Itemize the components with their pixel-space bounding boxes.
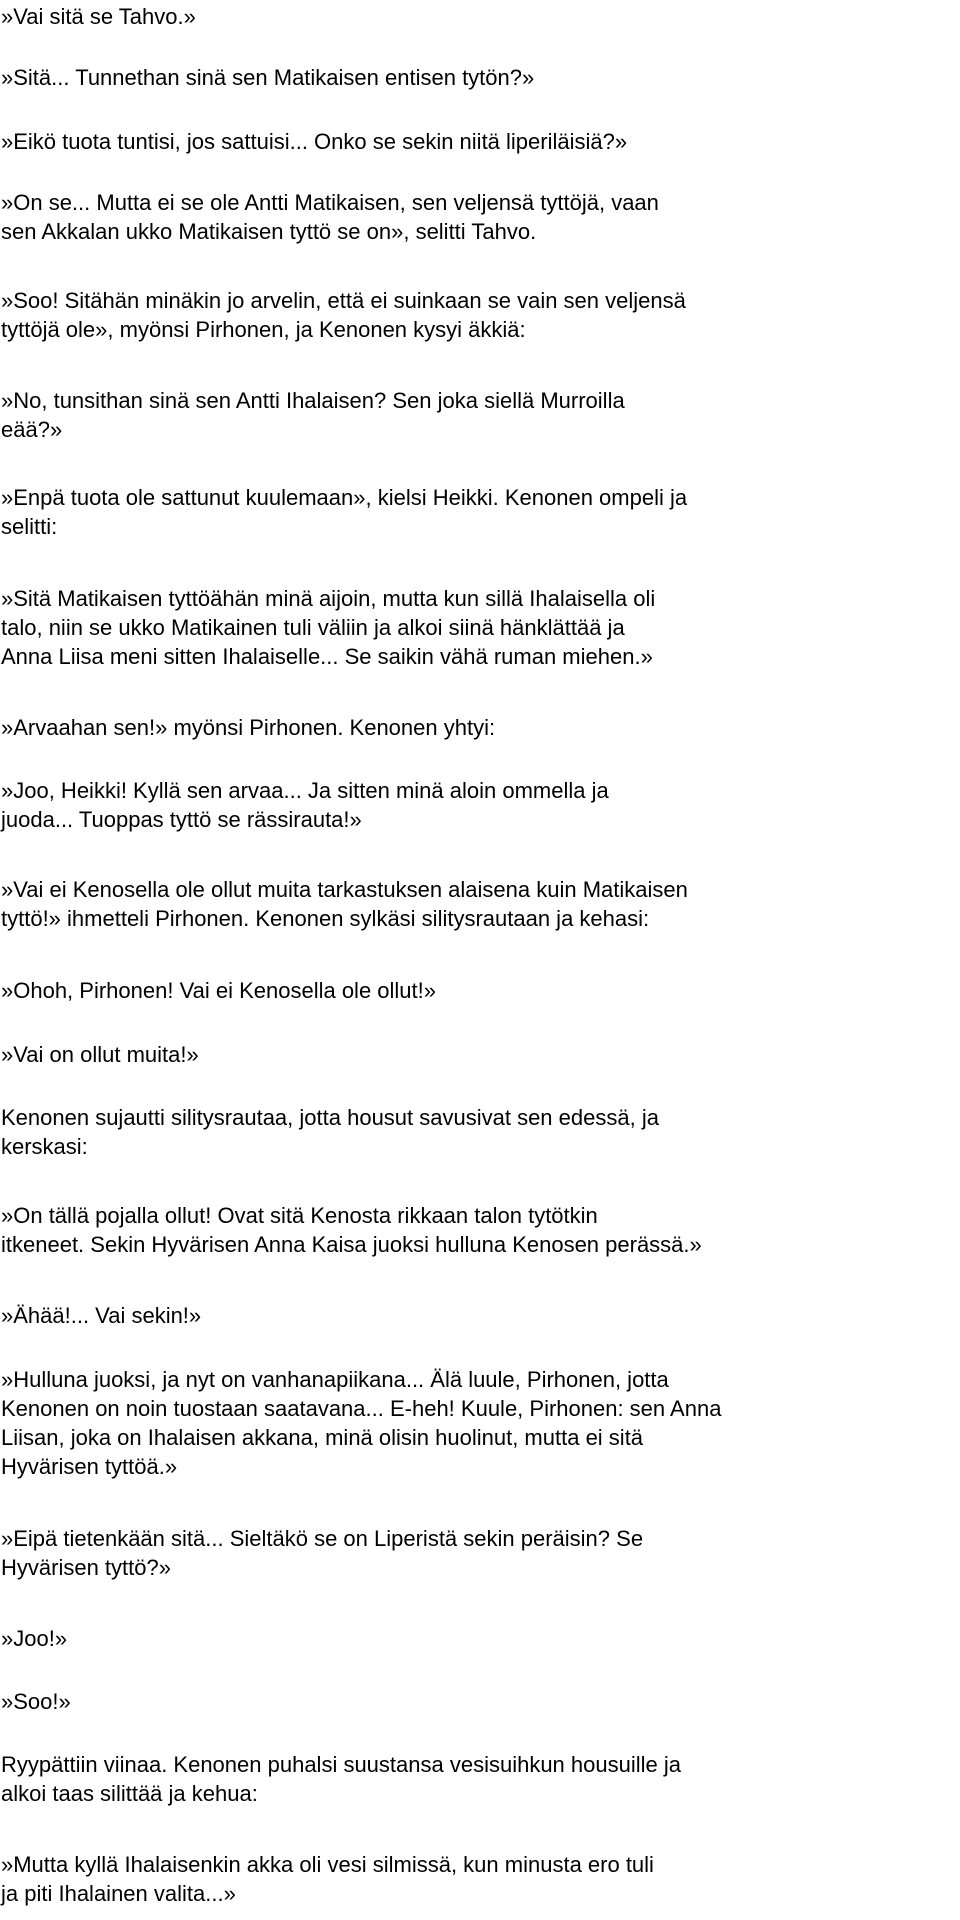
paragraph: »Enpä tuota ole sattunut kuulemaan», kielsi Heikki. Kenonen ompeli ja selitti: xyxy=(1,485,688,539)
paragraph: »Joo!» xyxy=(1,1626,68,1651)
paragraph: »Arvaahan sen!» myönsi Pirhonen. Kenonen yhtyi: xyxy=(1,715,496,740)
paragraph: »Sitä... Tunnethan sinä sen Matikaisen entisen tytön?» xyxy=(1,65,535,90)
paragraph: »No, tunsithan sinä sen Antti Ihalaisen? Sen joka siellä Murroilla eää?» xyxy=(1,388,625,442)
paragraph: »Vai sitä se Tahvo.» xyxy=(1,4,196,29)
paragraph: »Soo!» xyxy=(1,1689,71,1714)
paragraph: »Hulluna juoksi, ja nyt on vanhanapiikana... Älä luule, Pirhonen, jotta Kenonen on noin tuostaan saatavana... E-heh! Kuule, Pirhonen: sen Anna Liisan, joka on Ihalaisen akkana, minä olisin huolinut, mutta ei sitä Hyvärisen tyttöä.» xyxy=(1,1367,722,1479)
paragraph: »On se... Mutta ei se ole Antti Matikaisen, sen veljensä tyttöjä, vaan sen Akkalan ukko Matikaisen tyttö se on», selitti Tahvo. xyxy=(1,190,659,244)
paragraph: Ryypättiin viinaa. Kenonen puhalsi suustansa vesisuihkun housuille ja alkoi taas silittää ja kehua: xyxy=(1,1752,681,1806)
paragraph: »Vai ei Kenosella ole ollut muita tarkastuksen alaisena kuin Matikaisen tyttö!» ihmetteli Pirhonen. Kenonen sylkäsi silitysrautaan ja kehasi: xyxy=(1,877,688,931)
paragraph: »Eikö tuota tuntisi, jos sattuisi... Onko se sekin niitä liperiläisiä?» xyxy=(1,129,628,154)
paragraph: »Mutta kyllä Ihalaisenkin akka oli vesi silmissä, kun minusta ero tuli ja piti Ihalainen valita...» xyxy=(1,1852,654,1906)
paragraph: »Vai on ollut muita!» xyxy=(1,1042,199,1067)
paragraph: »Ähää!... Vai sekin!» xyxy=(1,1303,202,1328)
paragraph: »On tällä pojalla ollut! Ovat sitä Kenosta rikkaan talon tytötkin itkeneet. Sekin Hyvärisen Anna Kaisa juoksi hulluna Kenosen perässä.» xyxy=(1,1203,702,1257)
paragraph: »Joo, Heikki! Kyllä sen arvaa... Ja sitten minä aloin ommella ja juoda... Tuoppas tyttö se rässirauta!» xyxy=(1,778,609,832)
paragraph: »Eipä tietenkään sitä... Sieltäkö se on Liperistä sekin peräisin? Se Hyvärisen tyttö?» xyxy=(1,1526,644,1580)
paragraph: »Soo! Sitähän minäkin jo arvelin, että ei suinkaan se vain sen veljensä tyttöjä ole», myönsi Pirhonen, ja Kenonen kysyi äkkiä: xyxy=(1,288,686,342)
paragraph: »Ohoh, Pirhonen! Vai ei Kenosella ole ollut!» xyxy=(1,978,436,1003)
paragraph: Kenonen sujautti silitysrautaa, jotta housut savusivat sen edessä, ja kerskasi: xyxy=(1,1105,659,1159)
paragraph: »Sitä Matikaisen tyttöähän minä aijoin, mutta kun sillä Ihalaisella oli talo, niin se ukko Matikainen tuli väliin ja alkoi siinä hänklättää ja Anna Liisa meni sitten Ihalaiselle... Se saikin vähä ruman miehen.» xyxy=(1,586,656,669)
